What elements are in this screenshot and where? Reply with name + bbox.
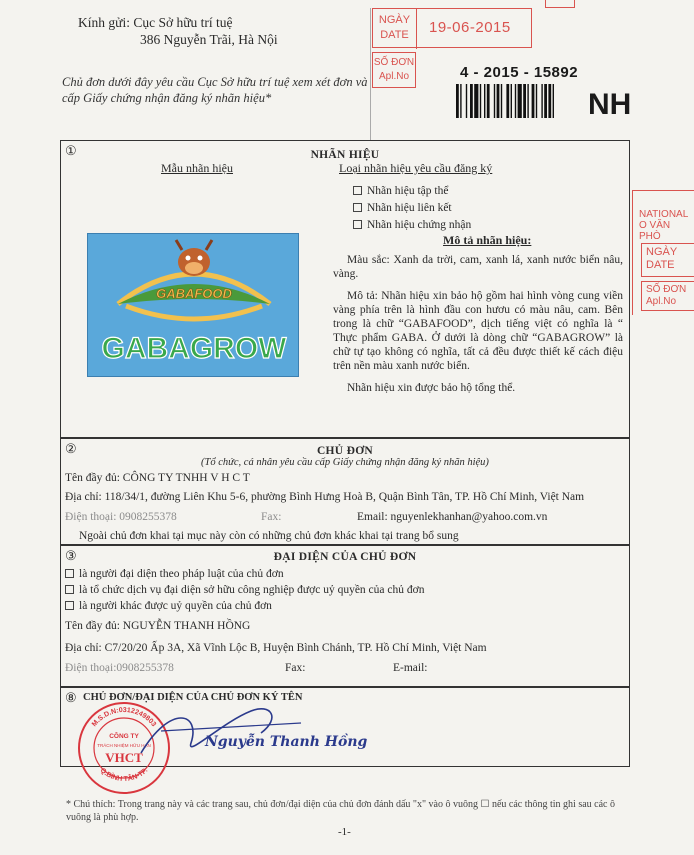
barcode-bar (460, 84, 461, 118)
applicant-note: Ngoài chủ đơn khai tại mục này còn có những chủ đơn khác khai tại trang bổ sung (79, 530, 459, 542)
side-stamp-sodon (641, 281, 694, 311)
color-description: Màu sắc: Xanh da trời, cam, xanh lá, xanh nước biển nâu, vàng. (333, 254, 623, 280)
option-label: là người đại diện theo pháp luật của chủ đơn (79, 568, 284, 580)
option-collective[interactable] (353, 183, 471, 200)
section-2-subtitle: (Tổ chức, cá nhân yêu cầu cấp Giấy chứng nhận đăng ký nhãn hiệu) (201, 457, 489, 468)
checkbox-icon[interactable] (65, 569, 74, 578)
side-apl-label: Apl.No (646, 296, 677, 307)
section-2-number: ② (65, 441, 77, 456)
section-trademark (60, 140, 630, 438)
logo-big-text: GABAGROW (101, 332, 287, 365)
option-label: là tổ chức dịch vụ đại diện sở hữu công nghiệp được uỷ quyền của chủ đơn (79, 584, 425, 596)
rep-option-other[interactable] (65, 600, 272, 612)
barcode-bar (466, 84, 467, 118)
side-so-don-label: SỐ ĐƠN (646, 284, 687, 295)
applicant-address: Địa chỉ: 118/34/1, đường Liên Khu 5-6, phường Bình Hưng Hoà B, Quận Bình Tân, TP. Hồ Chí Minh, Việt Nam (65, 491, 585, 503)
barcode-bar (506, 84, 509, 118)
seal-mid-1: CÔNG TY (109, 733, 139, 740)
barcode-bar (511, 84, 512, 118)
rep-option-legal[interactable] (65, 568, 284, 580)
logo-graphic (88, 234, 299, 377)
seal-bottom-text: Q.BÌNH TÂN-TP. (98, 767, 150, 784)
seal-name: VHCT (105, 750, 143, 765)
checkbox-icon[interactable] (353, 220, 362, 229)
checkbox-icon[interactable] (65, 585, 74, 594)
barcode-bar (536, 84, 537, 118)
section-representative (60, 545, 630, 687)
barcode-bar (494, 84, 495, 118)
barcode-bar (553, 84, 554, 118)
so-don-label: SỐ ĐƠN (373, 57, 415, 68)
rep-option-service[interactable] (65, 584, 424, 596)
barcode-bar (515, 84, 516, 118)
rep-phone: Điện thoại:0908255378 (65, 662, 174, 674)
protection-note: Nhãn hiệu xin được bảo hộ tổng thể. (347, 382, 516, 394)
side-stamp (632, 190, 694, 315)
barcode-bar (487, 84, 490, 118)
barcode-bar (544, 84, 547, 118)
barcode-bar (523, 84, 526, 118)
barcode-bar (456, 84, 459, 118)
section-2-title: CHỦ ĐƠN (316, 445, 374, 457)
section-signature (60, 687, 630, 784)
option-associated[interactable] (353, 200, 471, 217)
barcode-bar (527, 84, 528, 118)
date-stamp-value: 19-06-2015 (429, 19, 511, 36)
section-8-number: ⑧ (65, 690, 77, 705)
side-stamp-office: NATIONAL O VĂN PHÒ (639, 209, 688, 242)
recipient-line-2: 386 Nguyễn Trãi, Hà Nội (140, 32, 278, 47)
option-label: là người khác được uỷ quyền của chủ đơn (79, 600, 272, 612)
barcode-bar (480, 84, 481, 118)
seal-mid-2: TRÁCH NHIỆM HỮU HẠN (97, 743, 151, 748)
rep-email: E-mail: (393, 662, 428, 674)
checkbox-icon[interactable] (353, 203, 362, 212)
barcode-bar (501, 84, 502, 118)
side-stamp-date: NGÀY DATE (641, 243, 694, 277)
signature-name: Nguyễn Thanh Hồng (205, 734, 368, 750)
type-label: Loại nhãn hiệu yêu cầu đăng ký (339, 161, 493, 175)
recipient-block (78, 14, 278, 48)
applicant-email: Email: nguyenlekhanhan@yahoo.com.vn (357, 511, 548, 523)
application-number: 4 - 2015 - 15892 (460, 64, 579, 81)
date-stamp (372, 8, 532, 48)
date-stamp-label: NGÀY DATE (373, 9, 417, 49)
intro-text: Chủ đơn dưới đây yêu cầu Cục Sở hữu trí tuệ xem xét đơn và cấp Giấy chứng nhận đăng ký nhãn hiệu* (62, 75, 368, 105)
description-text (333, 253, 623, 403)
section-3-title: ĐẠI DIỆN CỦA CHỦ ĐƠN (273, 551, 417, 563)
barcode-bar (548, 84, 551, 118)
rep-fullname: Tên đầy đủ: NGUYỄN THANH HỒNG (65, 620, 251, 632)
rep-address: Địa chỉ: C7/20/20 Ấp 3A, Xã Vĩnh Lộc B, Huyện Bình Chánh, TP. Hồ Chí Minh, Việt Nam (65, 642, 487, 654)
section-1-title: NHÃN HIỆU (310, 149, 380, 161)
svg-text:Q.BÌNH TÂN-TP. (99, 767, 150, 783)
section-8-title: CHỦ ĐƠN/ĐẠI DIỆN CỦA CHỦ ĐƠN KÝ TÊN (83, 692, 303, 703)
barcode-bar (497, 84, 500, 118)
description-label: Mô tả nhãn hiệu: (443, 233, 532, 247)
so-don-sub: Apl.No (378, 71, 409, 82)
checkbox-icon[interactable] (65, 601, 74, 610)
option-label: Nhãn hiệu liên kết (367, 202, 452, 214)
barcode-bar (474, 84, 478, 118)
seal-top-text: M.S.D.N:0312249803 (90, 706, 158, 729)
applicant-fax: Fax: (261, 511, 282, 523)
recipient-line-1: Kính gửi: Cục Sở hữu trí tuệ (78, 15, 233, 30)
sample-label: Mẫu nhãn hiệu (161, 161, 233, 175)
option-label: Nhãn hiệu chứng nhận (367, 219, 472, 231)
barcode-bar (470, 84, 473, 118)
barcode-bar (484, 84, 485, 118)
section-3-number: ③ (65, 548, 77, 563)
barcode (456, 84, 582, 118)
rep-fax: Fax: (285, 662, 306, 674)
application-no-stamp (372, 52, 416, 88)
type-code: NH (588, 88, 632, 121)
logo-small-text: GABAFOOD (156, 286, 232, 301)
trademark-logo (87, 233, 299, 377)
option-label: Nhãn hiệu tập thể (367, 185, 449, 197)
shape-description: Mô tả: Nhãn hiệu xin bảo hộ gồm hai hình vòng cung viền vàng phía trên là hình đầu con hươu có màu nâu, cam. Bên trong là chữ “GABAFOOD”, dịch tiếng việt có nghĩa là “ Thực phẩm GABA. Ở dưới là dòng chữ “GABAGROW” là chữ tự tạo không có nghĩa, tất cả đều được thiết kế cách điệu trên nền màu xanh nước biển. (333, 290, 623, 372)
footnote: * Chú thích: Trong trang này và các trang sau, chủ đơn/đại diện của chủ đơn đánh dấu "x" vào ô vuông ☐ nếu các thông tin ghi sau các ô vuông là phù hợp. (66, 799, 615, 823)
signature-stroke (131, 693, 311, 763)
section-1-number: ① (65, 143, 77, 158)
applicant-fullname: Tên đầy đủ: CÔNG TY TNHH V H C T (65, 472, 250, 484)
type-options (353, 183, 471, 234)
applicant-phone: Điện thoại: 0908255378 (65, 511, 177, 523)
option-certification[interactable] (353, 217, 471, 234)
section-applicant (60, 438, 630, 545)
page-number: -1- (338, 826, 351, 838)
barcode-bar (541, 84, 542, 118)
barcode-bar (532, 84, 535, 118)
barcode-bar (518, 84, 522, 118)
stamp-top-fragment (545, 0, 575, 8)
checkbox-icon[interactable] (353, 186, 362, 195)
